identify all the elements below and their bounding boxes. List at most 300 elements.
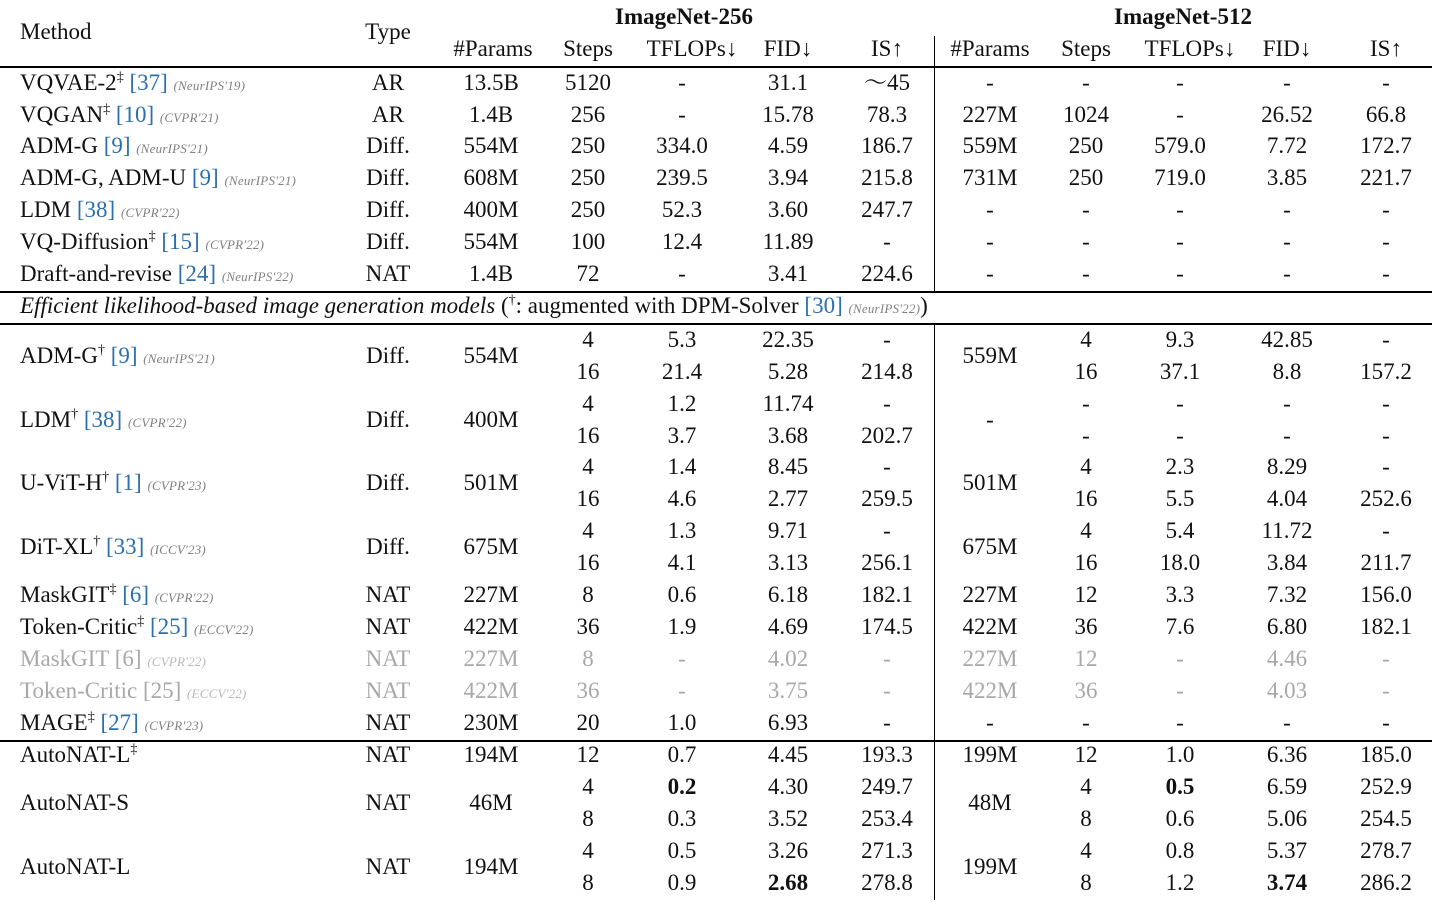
fid256-cell: 4.69 [767,614,809,639]
type-cell: NAT [365,790,411,815]
method-name: Token-Critic [20,678,138,703]
fid512-cell: 8.8 [1272,359,1302,384]
tf256-cell: 3.7 [667,423,697,448]
s256-cell: 250 [570,165,606,190]
fid256-cell: 3.52 [767,806,809,831]
s256-cell: 16 [576,423,600,448]
params-256-cell: 227M [463,582,519,607]
method-cell [20,677,247,708]
method-cell [20,164,296,195]
type-cell: Diff. [366,197,410,222]
header-params-256: #Params [453,36,533,61]
s512-cell: 4 [1080,454,1092,479]
s256-cell: 8 [582,870,594,895]
method-name: MaskGIT [20,646,110,671]
method-mark: ‡ [148,229,156,244]
rule-autonat-top [0,740,1432,742]
s512-cell: 250 [1068,133,1104,158]
method-name: U-ViT-H [20,470,103,495]
is256-cell: 186.7 [861,133,913,158]
is512-cell: 66.8 [1365,102,1407,127]
tf256-cell: 0.3 [667,806,697,831]
tf256-cell: 1.2 [667,391,697,416]
method-mark: ‡ [103,102,111,117]
type-cell: NAT [365,742,411,767]
citation-link[interactable]: [6] [114,646,142,671]
method-cell [20,709,203,740]
params-256-cell: 1.4B [468,261,514,286]
tf512-cell: 3.3 [1165,582,1195,607]
tf256-cell: 0.9 [667,870,697,895]
s256-cell: 8 [582,646,594,671]
tf256-cell: 334.0 [656,133,708,158]
fid256-cell: 3.41 [767,261,809,286]
s256-cell: 20 [576,710,600,735]
fid256-cell: 3.60 [767,197,809,222]
method-name: AutoNAT-L [20,854,131,879]
venue-label: (CVPR'21) [159,110,219,125]
fid256-cell: 4.59 [767,133,809,158]
tf512-cell: - [1176,197,1184,222]
method-cell [20,69,245,100]
s512-cell: - [1082,710,1090,735]
header-method: Method [20,19,92,44]
is256-cell: 202.7 [861,423,913,448]
params-512-cell: - [986,70,994,95]
venue-label: (ECCV'22) [194,622,254,637]
params-256-cell: 554M [463,133,519,158]
is512-cell: - [1382,678,1390,703]
citation-link[interactable]: [33] [106,534,145,559]
header-fid-512: FID↓ [1262,36,1312,61]
citation-link[interactable]: [38] [83,407,123,432]
venue-label: (NeurIPS'19) [173,78,246,93]
s512-cell: 4 [1080,838,1092,863]
type-cell: NAT [365,582,411,607]
s256-cell: 4 [582,838,594,863]
fid512-cell: - [1283,70,1291,95]
fid256-cell: 3.13 [767,550,809,575]
method-name: VQVAE-2 [20,70,117,95]
tf512-cell: 719.0 [1154,165,1206,190]
params-256-cell: 194M [463,742,519,767]
venue-label: (CVPR'22) [127,415,187,430]
method-cell [20,228,264,259]
s512-cell: 1024 [1063,102,1109,127]
is512-cell: - [1382,454,1390,479]
s256-cell: 72 [576,261,600,286]
s256-cell: 5120 [565,70,611,95]
citation-link[interactable]: [24] [177,261,217,286]
params-512-cell: - [986,710,994,735]
method-mark: ‡ [109,582,117,597]
s256-cell: 4 [582,774,594,799]
citation-link[interactable]: [38] [76,197,116,222]
method-cell [20,645,206,676]
is512-cell: 211.7 [1360,550,1412,575]
header-type: Type [365,19,411,44]
method-cell [20,260,293,291]
header-steps-512: Steps [1061,36,1111,61]
is512-cell: 157.2 [1360,359,1412,384]
params-512-cell: - [986,197,994,222]
is512-cell: 252.9 [1360,774,1412,799]
s512-cell: 4 [1080,327,1092,352]
citation-link[interactable]: [25] [142,678,182,703]
fid256-cell: 11.74 [762,391,814,416]
type-cell: NAT [365,614,411,639]
is512-cell: 278.7 [1360,838,1412,863]
citation-link[interactable]: [27] [100,710,139,735]
tf512-cell: - [1176,102,1184,127]
fid512-cell: 6.36 [1266,742,1308,767]
header-fid-256: FID↓ [763,36,813,61]
rule-vertical-lower [934,323,935,900]
header-tflops-512: TFLOPs↓ [1144,36,1236,61]
type-cell: Diff. [366,407,410,432]
s256-cell: 4 [582,327,594,352]
method-name: VQ-Diffusion [20,229,149,254]
fid512-cell: 26.52 [1261,102,1313,127]
tf256-cell: 1.3 [667,518,697,543]
fid512-cell: 7.32 [1266,582,1308,607]
method-name: VQGAN [20,102,104,127]
tf256-cell: - [678,261,686,286]
params-512-cell: 199M [962,854,1018,879]
method-cell [20,533,206,564]
tf512-cell: 9.3 [1165,327,1195,352]
is512-cell: - [1382,423,1390,448]
section-caption-venue: (NeurIPS'22) [848,301,921,316]
method-mark: † [71,407,79,422]
fid512-cell: - [1283,197,1291,222]
section-caption-dagger: † [508,293,516,308]
method-cell [20,342,215,373]
citation-link[interactable]: [9] [110,343,138,368]
fid512-cell: 4.46 [1266,646,1308,671]
venue-label: (NeurIPS'21) [143,351,215,366]
tf512-cell: 5.5 [1165,486,1195,511]
is256-cell: - [883,327,891,352]
s512-cell: - [1082,197,1090,222]
method-name: ADM-G [20,343,98,368]
venue-label: (CVPR'22) [205,237,265,252]
venue-label: (CVPR'22) [154,590,214,605]
is256-cell: - [883,710,891,735]
is256-cell: 214.8 [861,359,913,384]
tf512-cell: 5.4 [1165,518,1195,543]
tf256-cell: 0.2 [667,774,697,799]
tf256-cell: 21.4 [661,359,703,384]
method-cell [20,613,254,644]
is256-cell: - [883,391,891,416]
s512-cell: 4 [1080,774,1092,799]
method-name: LDM [20,197,72,222]
is512-cell: 286.2 [1360,870,1412,895]
tf256-cell: 12.4 [661,229,703,254]
s512-cell: 16 [1074,359,1098,384]
params-512-cell: 422M [962,614,1018,639]
params-256-cell: 501M [463,470,519,495]
type-cell: Diff. [366,534,410,559]
params-256-cell: 1.4B [468,102,514,127]
type-cell: AR [372,70,404,95]
tf256-cell: - [678,678,686,703]
is256-cell: - [883,518,891,543]
fid512-cell: 7.72 [1266,133,1308,158]
method-mark: ‡ [87,710,95,725]
params-512-cell: - [986,407,994,432]
citation-link[interactable]: [10] [115,102,155,127]
tf512-cell: - [1176,70,1184,95]
fid256-cell: 6.93 [767,710,809,735]
citation-link[interactable]: [6] [122,582,150,607]
method-cell [20,789,129,817]
method-mark: † [102,470,110,485]
is512-cell: - [1382,70,1390,95]
is256-cell: 78.3 [866,102,908,127]
is512-cell: - [1382,261,1390,286]
params-256-cell: 400M [463,407,519,432]
is512-cell: 254.5 [1360,806,1412,831]
method-name: DiT-XL [20,534,94,559]
type-cell: AR [372,102,404,127]
params-512-cell: 675M [962,534,1018,559]
fid512-cell: - [1283,391,1291,416]
fid512-cell: 3.84 [1266,550,1308,575]
s256-cell: 250 [570,133,606,158]
params-512-cell: 559M [962,133,1018,158]
method-name: Token-Critic [20,614,138,639]
is256-cell: 271.3 [861,838,913,863]
s512-cell: 4 [1080,518,1092,543]
method-name: MAGE [20,710,88,735]
fid256-cell: 2.77 [767,486,809,511]
tf512-cell: - [1176,678,1184,703]
citation-link[interactable]: [9] [191,165,219,190]
method-cell [20,741,137,769]
is256-cell: 249.7 [861,774,913,799]
type-cell: Diff. [366,165,410,190]
is256-cell: 256.1 [861,550,913,575]
type-cell: Diff. [366,229,410,254]
s256-cell: 4 [582,454,594,479]
s512-cell: 36 [1074,678,1098,703]
header-params-512: #Params [950,36,1030,61]
tf512-cell: 1.0 [1165,742,1195,767]
fid512-cell: 6.59 [1266,774,1308,799]
method-name: AutoNAT-S [20,790,130,815]
is256-cell: 247.7 [861,197,913,222]
venue-label: (CVPR'22) [120,205,180,220]
header-imagenet-256: ImageNet-256 [615,4,753,29]
type-cell: NAT [365,678,411,703]
method-name: Draft-and-revise [20,261,172,286]
is256-cell: 215.8 [861,165,913,190]
fid256-cell: 8.45 [767,454,809,479]
params-256-cell: 554M [463,343,519,368]
is256-cell: 259.5 [861,486,913,511]
params-512-cell: - [986,229,994,254]
fid512-cell: 3.74 [1266,870,1308,895]
type-cell: Diff. [366,470,410,495]
tf256-cell: 0.5 [667,838,697,863]
params-512-cell: 227M [962,646,1018,671]
venue-label: (NeurIPS'21) [136,141,208,156]
fid256-cell: 2.68 [767,870,809,895]
s256-cell: 100 [570,229,606,254]
fid512-cell: - [1283,229,1291,254]
fid256-cell: 31.1 [767,70,809,95]
method-mark: † [97,343,105,358]
is256-cell: 253.4 [861,806,913,831]
method-name: MaskGIT [20,582,110,607]
fid256-cell: 3.68 [767,423,809,448]
params-256-cell: 554M [463,229,519,254]
fid256-cell: 9.71 [767,518,809,543]
tf256-cell: 5.3 [667,327,697,352]
is512-cell: - [1382,646,1390,671]
venue-label: (NeurIPS'21) [224,173,297,188]
tf512-cell: - [1176,229,1184,254]
params-512-cell: - [986,261,994,286]
is512-cell: 252.6 [1360,486,1412,511]
citation-link[interactable]: [1] [114,470,142,495]
venue-label: (ECCV'22) [187,686,247,701]
fid512-cell: 4.04 [1266,486,1308,511]
s512-cell: 16 [1074,486,1098,511]
rule-vertical-upper [934,36,935,291]
params-256-cell: 675M [463,534,519,559]
params-256-cell: 422M [463,678,519,703]
tf256-cell: 239.5 [656,165,708,190]
is256-cell: - [883,646,891,671]
is512-cell: 156.0 [1360,582,1412,607]
s512-cell: - [1082,70,1090,95]
s256-cell: 250 [570,197,606,222]
fid512-cell: 4.03 [1266,678,1308,703]
fid256-cell: 4.30 [767,774,809,799]
s256-cell: 36 [576,614,600,639]
is512-cell: - [1382,327,1390,352]
is512-cell: 182.1 [1360,614,1412,639]
s512-cell: - [1082,261,1090,286]
s256-cell: 16 [576,550,600,575]
method-name: ADM-G [20,133,98,158]
params-512-cell: 422M [962,678,1018,703]
fid256-cell: 4.45 [767,742,809,767]
tf256-cell: 0.7 [667,742,697,767]
rule-section-top [0,291,1432,293]
is512-cell: - [1382,518,1390,543]
tf512-cell: - [1176,710,1184,735]
section-caption-cite: [30] [804,293,843,318]
rule-section-bottom [0,323,1432,325]
tf512-cell: 37.1 [1159,359,1201,384]
params-256-cell: 194M [463,854,519,879]
s512-cell: - [1082,229,1090,254]
fid512-cell: - [1283,710,1291,735]
is512-cell: 221.7 [1360,165,1412,190]
tf256-cell: - [678,646,686,671]
tf256-cell: 0.6 [667,582,697,607]
is256-cell: ～45 [864,70,910,95]
params-256-cell: 422M [463,614,519,639]
section-caption-open: ( [495,293,509,318]
method-cell [20,101,219,132]
params-512-cell: 501M [962,470,1018,495]
tf512-cell: - [1176,391,1184,416]
venue-label: (ICCV'23) [150,542,206,557]
params-256-cell: 230M [463,710,519,735]
is256-cell: 224.6 [861,261,913,286]
section-caption-italic: Efficient likelihood-based image generation models [20,293,496,318]
is512-cell: - [1382,710,1390,735]
s512-cell: 12 [1074,742,1098,767]
header-steps-256: Steps [563,36,613,61]
is256-cell: - [883,454,891,479]
fid256-cell: 3.75 [767,678,809,703]
tf512-cell: 579.0 [1154,133,1206,158]
tf512-cell: 0.6 [1165,806,1195,831]
s512-cell: 36 [1074,614,1098,639]
is512-cell: 185.0 [1360,742,1412,767]
fid256-cell: 22.35 [762,327,814,352]
method-mark: ‡ [116,70,124,85]
section-caption-text: : augmented with DPM-Solver [515,293,805,318]
params-256-cell: 13.5B [463,70,519,95]
params-512-cell: 731M [962,165,1018,190]
citation-link[interactable]: [37] [129,70,168,95]
venue-label: (CVPR'23) [147,478,207,493]
fid256-cell: 4.02 [767,646,809,671]
type-cell: NAT [365,646,411,671]
s256-cell: 4 [582,391,594,416]
s256-cell: 8 [582,582,594,607]
tf512-cell: - [1176,423,1184,448]
tf256-cell: 1.4 [667,454,697,479]
tf512-cell: 1.2 [1165,870,1195,895]
is256-cell: - [883,678,891,703]
method-cell [20,196,180,227]
tf512-cell: 18.0 [1159,550,1201,575]
header-is-512: IS↑ [1370,36,1402,61]
tf256-cell: 1.0 [667,710,697,735]
s512-cell: 12 [1074,646,1098,671]
fid256-cell: 5.28 [767,359,809,384]
s256-cell: 16 [576,486,600,511]
s512-cell: 8 [1080,870,1092,895]
method-cell [20,406,187,437]
is256-cell: - [883,229,891,254]
is512-cell: - [1382,229,1390,254]
method-name: LDM [20,407,72,432]
header-imagenet-512: ImageNet-512 [1114,4,1252,29]
method-mark: ‡ [137,614,145,629]
citation-link[interactable]: [25] [149,614,189,639]
venue-label: (CVPR'23) [144,718,204,733]
method-cell [20,132,208,163]
params-512-cell: 227M [962,582,1018,607]
method-cell [20,581,214,612]
fid512-cell: 5.06 [1266,806,1308,831]
tf512-cell: 0.8 [1165,838,1195,863]
citation-link[interactable]: [15] [161,229,200,254]
citation-link[interactable]: [9] [103,133,131,158]
tf512-cell: 7.6 [1165,614,1195,639]
params-512-cell: 227M [962,102,1018,127]
tf512-cell: 0.5 [1165,774,1195,799]
